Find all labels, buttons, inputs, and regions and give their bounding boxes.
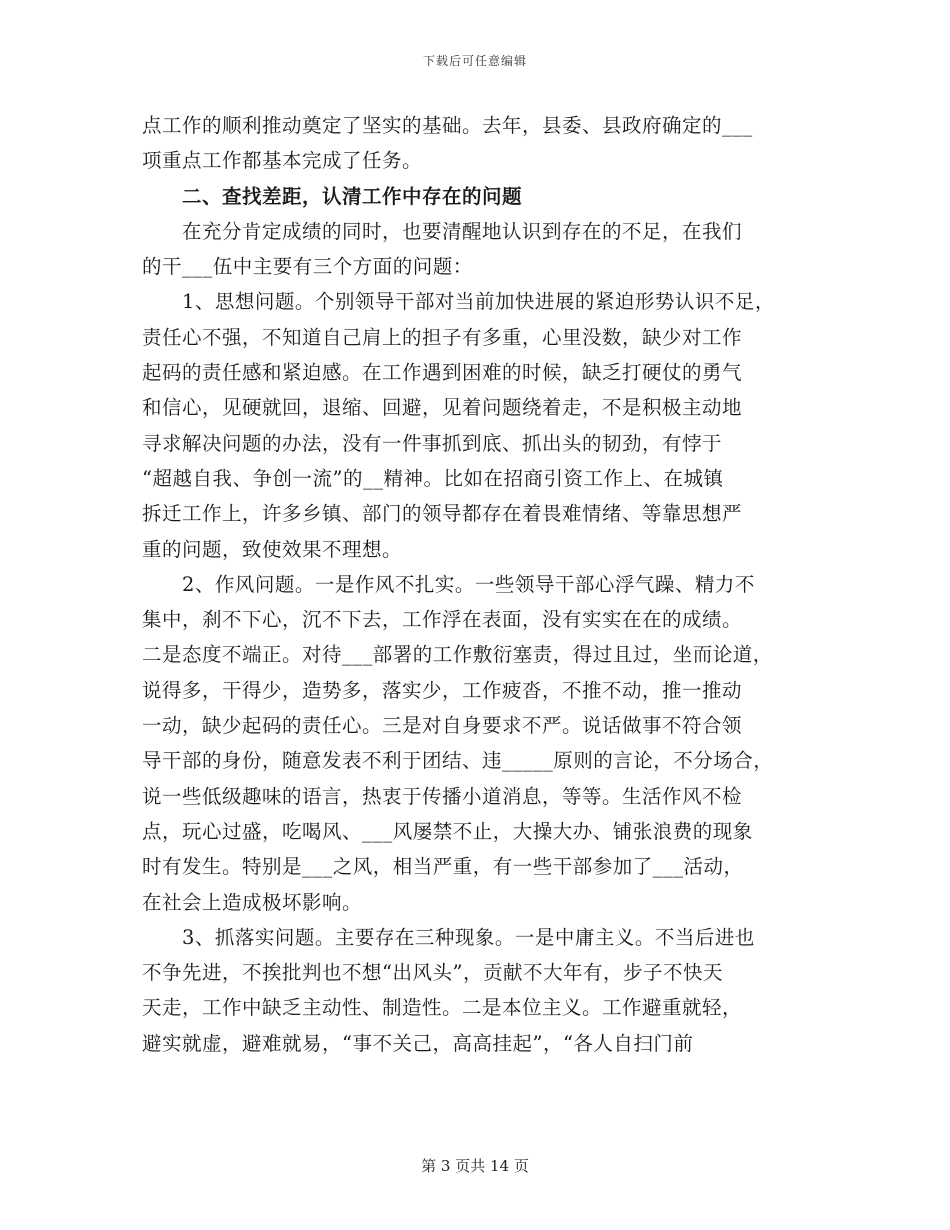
text-line: 说一些低级趣味的语言，热衷于传播小道消息，等等。生活作风不检 [142,784,743,808]
text-line: 拆迁工作上，许多乡镇、部门的领导都存在着畏难情绪、等靠思想严 [142,502,743,526]
text-line: 时有发生。特别是___之风，相当严重，有一些干部参加了___活动， [142,855,744,879]
text-line: 3、抓落实问题。主要存在三种现象。一是中庸主义。不当后进也 [182,925,755,949]
text-line: 说得多，干得少，造势多，落实少，工作疲沓，不推不动，推一推动 [142,678,743,702]
text-line: 2、作风问题。一是作风不扎实。一些领导干部心浮气躁、精力不 [182,572,755,596]
text-line: 责任心不强，不知道自己肩上的担子有多重，心里没数，缺少对工作 [142,325,743,349]
text-line: 寻求解决问题的办法，没有一件事抓到底、抓出头的韧劲，有悖于 [142,431,723,455]
text-line: 集中，刹不下心，沉不下去，工作浮在表面，没有实实在在的成绩。 [142,608,743,632]
text-line: 避实就虚，避难就易，“事不关己，高高挂起”，“各人自扫门前 [142,1031,694,1055]
text-line: 和信心，见硬就回，退缩、回避，见着问题绕着走，不是积极主动地 [142,396,743,420]
text-line: 项重点工作都基本完成了任务。 [142,149,423,173]
text-line: 1、思想问题。个别领导干部对当前加快进展的紧迫形势认识不足， [182,290,775,314]
page-footer: 第 3 页共 14 页 [421,1157,529,1175]
text-line: 导干部的身份，随意发表不利于团结、违_____原则的言论，不分场合， [142,749,774,773]
text-line: 重的问题，致使效果不理想。 [142,537,403,561]
text-line: 在社会上造成极坏影响。 [142,890,363,914]
text-line: 天走，工作中缺乏主动性、制造性。二是本位主义。工作避重就轻， [142,996,743,1020]
page-header: 下载后可任意编辑 [422,54,527,68]
text-line: 二是态度不端正。对待___部署的工作敷衍塞责，得过且过，坐而论道， [142,643,773,667]
text-line: 一动，缺少起码的责任心。三是对自身要求不严。说话做事不符合领 [142,714,743,738]
section-heading: 二、查找差距，认清工作中存在的问题 [182,184,523,208]
text-line: 点，玩心过盛，吃喝风、___风屡禁不止，大操大办、铺张浪费的现象 [142,819,753,843]
text-line: “超越自我、争创一流”的__精神。比如在招商引资工作上、在城镇 [142,466,724,490]
text-line: 不争先进，不挨批判也不想“出风头”，贡献不大年有，步子不快天 [142,961,723,985]
text-line: 在充分肯定成绩的同时，也要清醒地认识到存在的不足，在我们 [182,219,743,243]
text-line: 起码的责任感和紧迫感。在工作遇到困难的时候，缺乏打硬仗的勇气 [142,361,743,385]
text-line: 的干___伍中主要有三个方面的问题： [142,255,473,279]
text-line: 点工作的顺利推动奠定了坚实的基础。去年，县委、县政府确定的___ [142,114,753,137]
document-body [142,108,822,1061]
